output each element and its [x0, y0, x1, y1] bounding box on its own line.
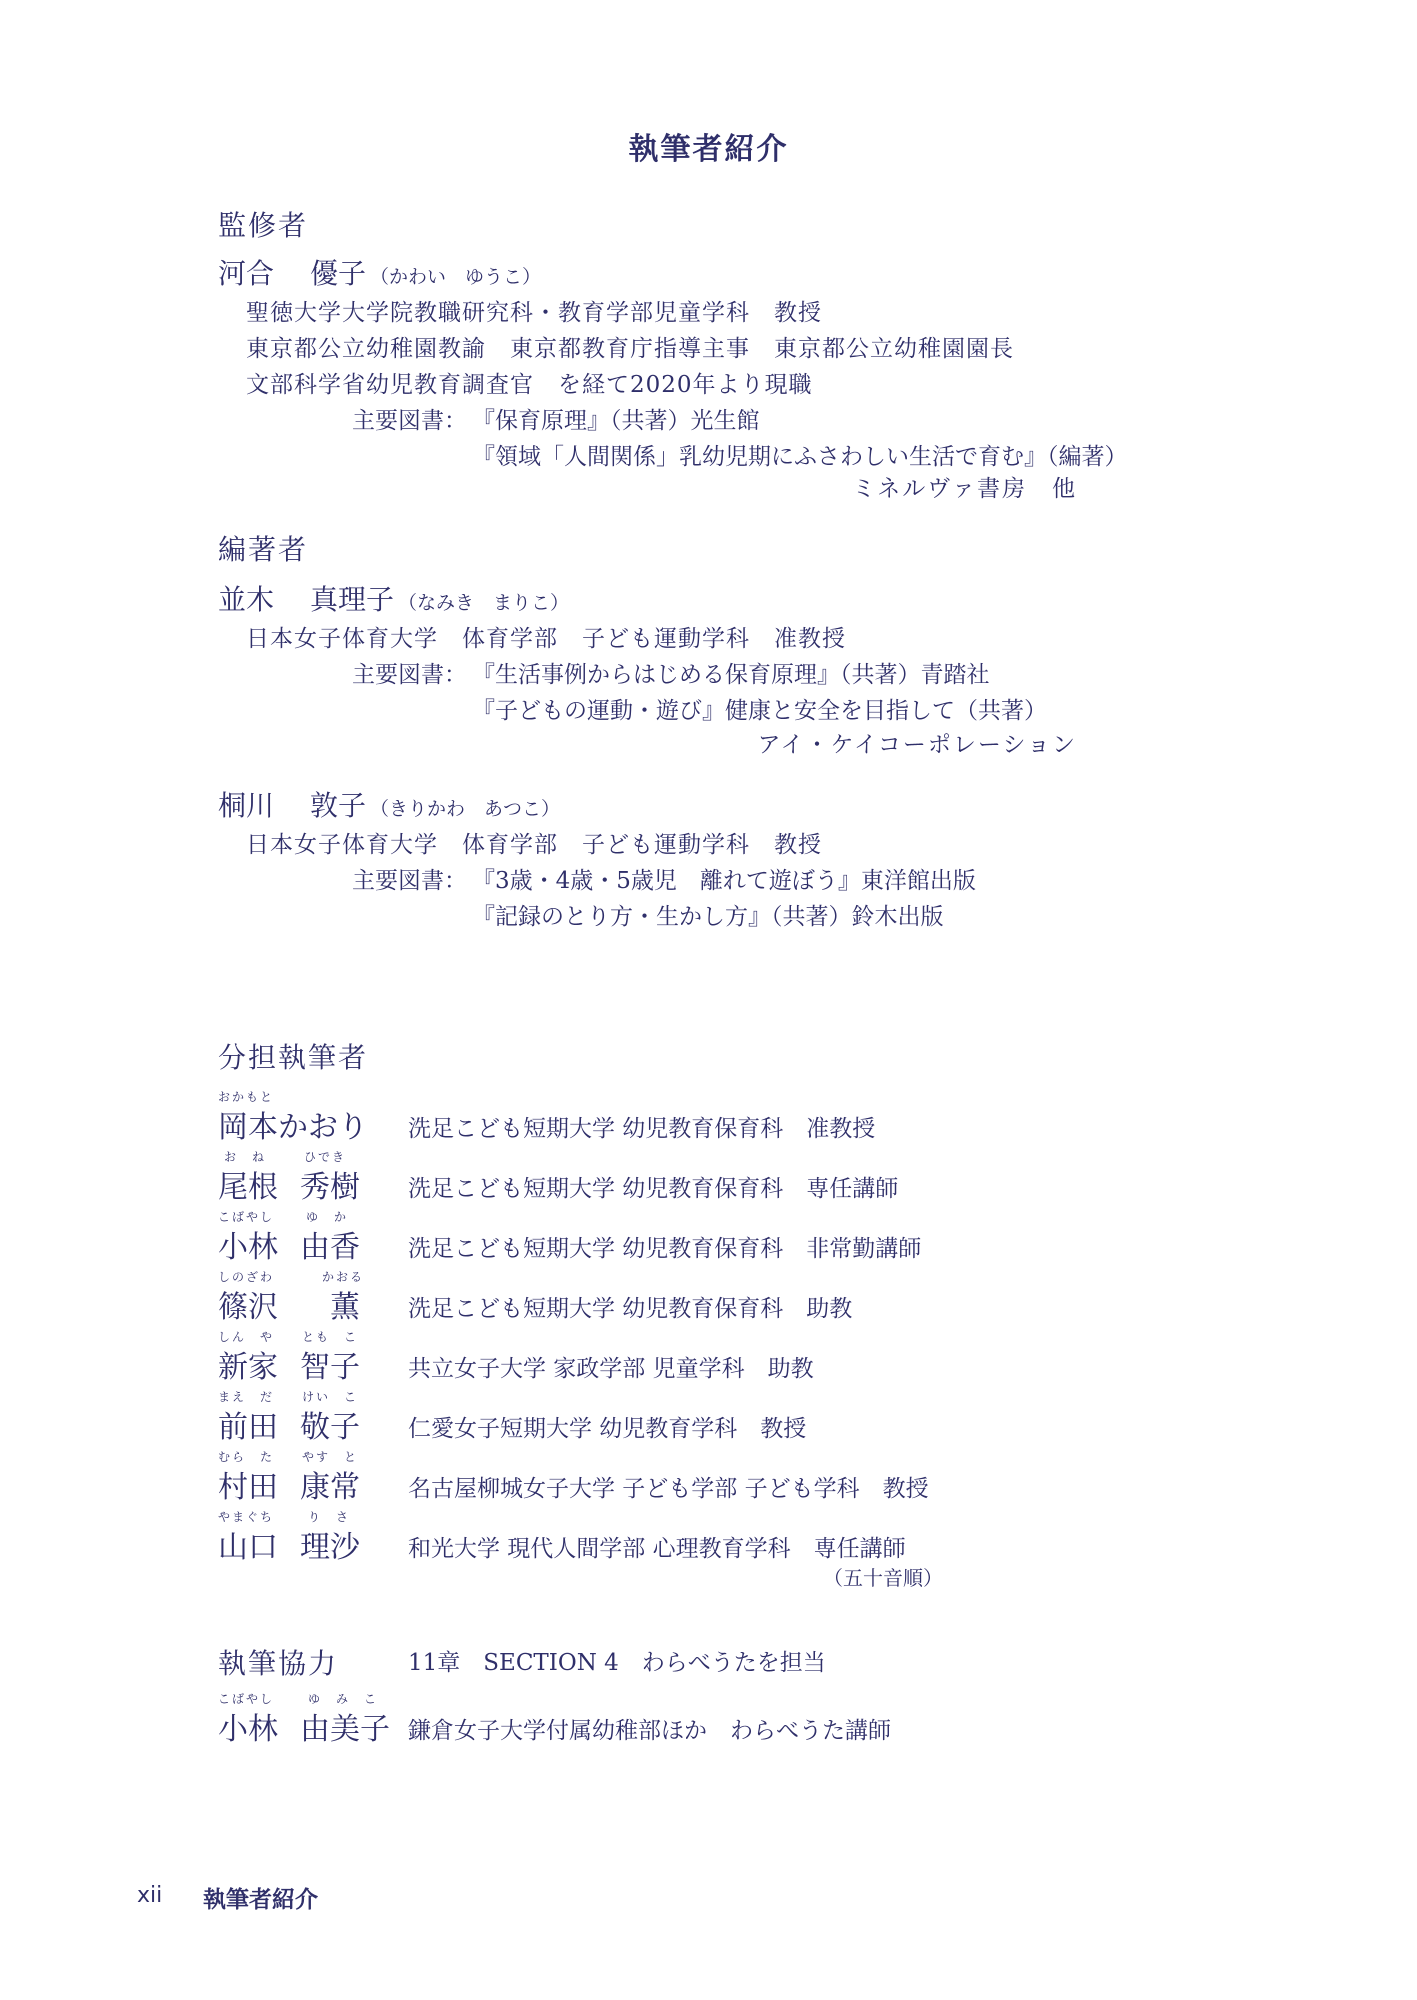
- ruby-given: り さ: [308, 1510, 351, 1524]
- books-label: 主要図書：: [352, 408, 467, 434]
- ruby-family: しのざわ: [218, 1270, 275, 1284]
- name-family: 河合: [218, 257, 275, 290]
- page-title: 執筆者紹介: [628, 132, 789, 167]
- cooperation-person-row: [218, 1690, 1218, 1746]
- book-entry: 『生活事例からはじめる保育原理』（共著）青踏社: [472, 662, 990, 688]
- name-reading: （かわい ゆうこ）: [370, 266, 542, 288]
- book-publisher: ミネルヴァ書房 他: [852, 476, 1077, 502]
- editor-name: [218, 784, 560, 824]
- contributor-institution: 洗足こども短期大学 幼児教育保育科 准教授: [408, 1116, 876, 1142]
- contributor-name-family: 小林: [218, 1712, 278, 1747]
- ruby-family: むら た: [218, 1450, 275, 1464]
- supervisor-affiliation-1: 聖徳大学大学院教職研究科・教育学部児童学科 教授: [246, 300, 822, 326]
- name-given: 優子: [310, 257, 367, 290]
- editor-affiliation: 日本女子体育大学 体育学部 子ども運動学科 准教授: [246, 626, 846, 652]
- cooperation-heading: 執筆協力: [218, 1647, 339, 1680]
- contributor-institution: 共立女子大学 家政学部 児童学科 助教: [408, 1356, 814, 1382]
- contributor-name-given: 敬子: [300, 1410, 360, 1445]
- contributor-name-given: 由香: [300, 1230, 360, 1265]
- contributor-row: [218, 1088, 1218, 1144]
- contributor-institution: 和光大学 現代人間学部 心理教育学科 専任講師: [408, 1536, 906, 1562]
- footer-title: 執筆者紹介: [203, 1887, 318, 1913]
- contributor-institution: 洗足こども短期大学 幼児教育保育科 助教: [408, 1296, 853, 1322]
- contributors-heading: 分担執筆者: [218, 1041, 369, 1074]
- ruby-family: お ね: [224, 1150, 267, 1164]
- contributor-name-given: 理沙: [300, 1530, 360, 1565]
- contributor-name-family: 前田: [218, 1410, 278, 1445]
- cooperation-note: 11章 SECTION 4 わらべうたを担当: [408, 1650, 826, 1676]
- editor-affiliation: 日本女子体育大学 体育学部 子ども運動学科 教授: [246, 832, 822, 858]
- book-entry: 『子どもの運動・遊び』健康と安全を目指して（共著）: [472, 698, 1047, 724]
- page-number: xii: [137, 1883, 163, 1908]
- contributor-row: [218, 1208, 1218, 1264]
- contributor-name-given: 智子: [300, 1350, 360, 1385]
- book-publisher: アイ・ケイコーポレーション: [757, 732, 1077, 758]
- contributor-institution: 洗足こども短期大学 幼児教育保育科 専任講師: [408, 1176, 899, 1202]
- book-entry: 『3歳・4歳・5歳児 離れて遊ぼう』東洋館出版: [472, 868, 976, 894]
- name-reading: （なみき まりこ）: [398, 592, 570, 614]
- contributor-row: [218, 1508, 1218, 1564]
- contributor-row: [218, 1148, 1218, 1204]
- contributor-name-family: 篠沢: [218, 1290, 278, 1325]
- name-given: 敦子: [310, 789, 367, 822]
- book-entry: 『記録のとり方・生かし方』（共著）鈴木出版: [472, 904, 944, 930]
- contributor-name-given: 由美子: [300, 1712, 390, 1747]
- contributor-row: [218, 1268, 1218, 1324]
- contributor-row: [218, 1388, 1218, 1444]
- supervisor-heading: 監修者: [218, 209, 309, 242]
- ruby-family: おかもと: [218, 1090, 275, 1104]
- ruby-given: ひでき: [304, 1150, 347, 1164]
- books-label: 主要図書：: [352, 868, 467, 894]
- contributor-row: [218, 1448, 1218, 1504]
- contributor-institution: 名古屋柳城女子大学 子ども学部 子ども学科 教授: [408, 1476, 929, 1502]
- contributor-name-given: 秀樹: [300, 1170, 360, 1205]
- contributor-institution: 鎌倉女子大学付属幼稚部ほか わらべうた講師: [408, 1718, 891, 1744]
- contributor-name-given: 薫: [330, 1290, 360, 1325]
- book-entry: 『保育原理』（共著）光生館: [472, 408, 760, 434]
- editor-name: [218, 578, 569, 618]
- book-entry: 『領域「人間関係」乳幼児期にふさわしい生活で育む』（編著）: [472, 444, 1128, 470]
- contributor-institution: 仁愛女子短期大学 幼児教育学科 教授: [408, 1416, 807, 1442]
- name-reading: （きりかわ あつこ）: [370, 798, 561, 820]
- name-family: 桐川: [218, 789, 275, 822]
- ruby-family: こばやし: [218, 1210, 275, 1224]
- ruby-given: けい こ: [302, 1390, 359, 1404]
- ruby-given: かおる: [322, 1270, 365, 1284]
- ruby-family: しん や: [218, 1330, 275, 1344]
- contributor-name-family: 尾根: [218, 1170, 278, 1205]
- ruby-given: ゆ み こ: [308, 1692, 379, 1706]
- supervisor-name: [218, 252, 541, 292]
- contributor-name-family: 岡本かおり: [218, 1110, 368, 1145]
- contributor-name-family: 村田: [218, 1470, 278, 1505]
- ruby-given: とも こ: [302, 1330, 359, 1344]
- supervisor-affiliation-3: 文部科学省幼児教育調査官 を経て2020年より現職: [246, 372, 813, 398]
- supervisor-affiliation-2: 東京都公立幼稚園教諭 東京都教育庁指導主事 東京都公立幼稚園園長: [246, 336, 1014, 362]
- contributor-institution: 洗足こども短期大学 幼児教育保育科 非常勤講師: [408, 1236, 922, 1262]
- ruby-family: まえ だ: [218, 1390, 275, 1404]
- ruby-given: ゆ か: [306, 1210, 349, 1224]
- editors-heading: 編著者: [218, 533, 309, 566]
- name-family: 並木: [218, 583, 275, 616]
- contributor-name-family: 新家: [218, 1350, 278, 1385]
- contributor-name-family: 小林: [218, 1230, 278, 1265]
- contributor-name-family: 山口: [218, 1530, 278, 1565]
- order-note: （五十音順）: [823, 1566, 943, 1590]
- ruby-family: こばやし: [218, 1692, 275, 1706]
- name-given: 真理子: [310, 583, 395, 616]
- contributor-name-given: 康常: [300, 1470, 360, 1505]
- ruby-family: やまぐち: [218, 1510, 275, 1524]
- contributor-row: [218, 1328, 1218, 1384]
- books-label: 主要図書：: [352, 662, 467, 688]
- ruby-given: やす と: [302, 1450, 359, 1464]
